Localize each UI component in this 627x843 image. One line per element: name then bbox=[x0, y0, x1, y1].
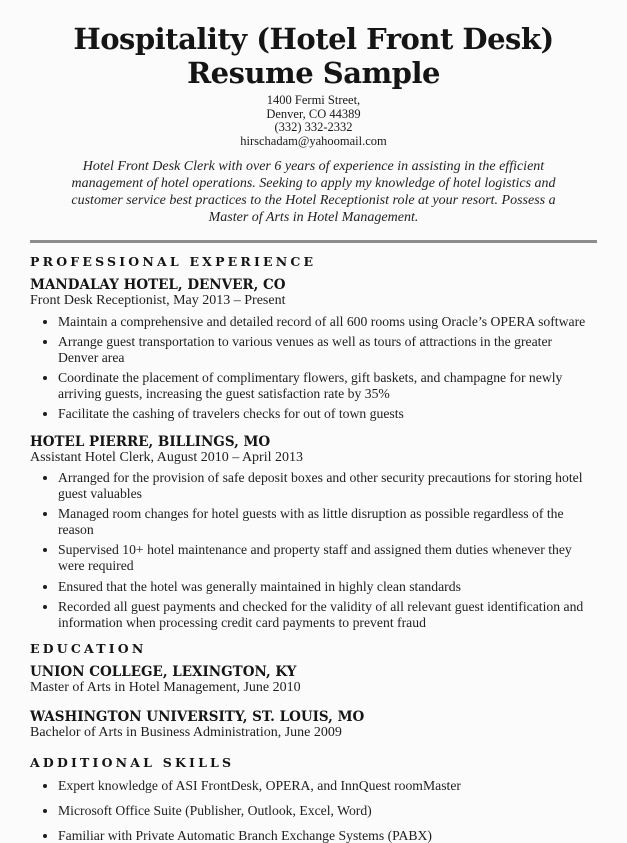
school-name: UNION COLLEGE, LEXINGTON, KY bbox=[30, 663, 297, 680]
job-bullet: • Coordinate the placement of complimentary flowers, gift baskets, and champagne for newly arriving guests, increasing the guest satisfaction rate by 35% bbox=[58, 370, 597, 401]
job-bullet: • Arranged for the provision of safe deposit boxes and other security precautions for storing hotel guest valuables bbox=[58, 470, 597, 501]
contact-email: hirschadam@yahoomail.com bbox=[240, 133, 387, 148]
job-bullet-list bbox=[30, 314, 597, 422]
professional-experience-heading: PROFESSIONAL EXPERIENCE bbox=[30, 254, 317, 269]
job-entry-mandalay bbox=[30, 277, 597, 422]
section-education bbox=[30, 641, 597, 741]
education-entry-washington-university bbox=[30, 709, 597, 741]
job-bullet: • Maintain a comprehensive and detailed record of all 600 rooms using Oracle’s OPERA software bbox=[58, 314, 597, 329]
title-line-1: Hospitality (Hotel Front Desk) bbox=[73, 22, 554, 56]
skills-bullet-list bbox=[30, 778, 597, 843]
summary-paragraph: Hotel Front Desk Clerk with over 6 years of experience in assisting in the efficient management of hotel operations. Seeking to apply my knowledge of hotel logistics and customer service best practices to the Hotel Receptionist role at your resort. Possess a Master of Arts in Hotel Management. bbox=[71, 159, 556, 225]
job-entry-hotel-pierre bbox=[30, 434, 597, 630]
skill-bullet: • Familiar with Private Automatic Branch Exchange Systems (PABX) bbox=[58, 828, 597, 843]
contact-phone: (332) 332-2332 bbox=[274, 120, 353, 134]
skill-bullet: • Expert knowledge of ASI FrontDesk, OPERA, and InnQuest roomMaster bbox=[58, 778, 597, 793]
job-bullet: • Managed room changes for hotel guests with as little disruption as possible regardless of the reason bbox=[58, 506, 597, 537]
role-and-dates: Front Desk Receptionist, May 2013 – Present bbox=[30, 293, 286, 308]
degree-and-date: Bachelor of Arts in Business Administration, June 2009 bbox=[30, 725, 342, 741]
company-name: MANDALAY HOTEL, DENVER, CO bbox=[30, 277, 286, 293]
section-divider bbox=[30, 240, 597, 243]
additional-skills-heading: ADDITIONAL SKILLS bbox=[30, 754, 235, 770]
role-and-dates: Assistant Hotel Clerk, August 2010 – April 2013 bbox=[30, 449, 303, 465]
job-bullet: • Recorded all guest payments and checked for the validity of all relevant guest identification and information when processing credit card payments to prevent fraud bbox=[58, 599, 597, 630]
contact-city-state-zip: Denver, CO 44389 bbox=[266, 106, 361, 121]
title-line-2: Resume Sample bbox=[187, 56, 440, 90]
education-entry-union-college bbox=[30, 664, 597, 696]
section-professional-experience bbox=[30, 254, 597, 630]
skill-bullet: • Microsoft Office Suite (Publisher, Outlook, Excel, Word) bbox=[58, 803, 597, 818]
job-bullet: • Facilitate the cashing of travelers checks for out of town guests bbox=[58, 406, 597, 421]
school-name: WASHINGTON UNIVERSITY, ST. LOUIS, MO bbox=[30, 709, 365, 726]
job-bullet: • Supervised 10+ hotel maintenance and property staff and assigned them duties whenever they were required bbox=[58, 542, 597, 573]
company-name: HOTEL PIERRE, BILLINGS, MO bbox=[30, 433, 271, 450]
contact-block bbox=[30, 94, 597, 148]
contact-street: 1400 Fermi Street, bbox=[266, 93, 361, 107]
job-bullet: • Ensured that the hotel was generally maintained in highly clean standards bbox=[58, 579, 597, 594]
degree-and-date: Master of Arts in Hotel Management, June 2010 bbox=[30, 679, 301, 695]
education-heading: EDUCATION bbox=[30, 640, 147, 656]
job-bullet-list bbox=[30, 470, 597, 630]
section-additional-skills bbox=[30, 755, 597, 843]
page-title bbox=[30, 22, 597, 90]
job-bullet: • Arrange guest transportation to various venues as well as tours of attractions in the greater Denver area bbox=[58, 334, 597, 365]
